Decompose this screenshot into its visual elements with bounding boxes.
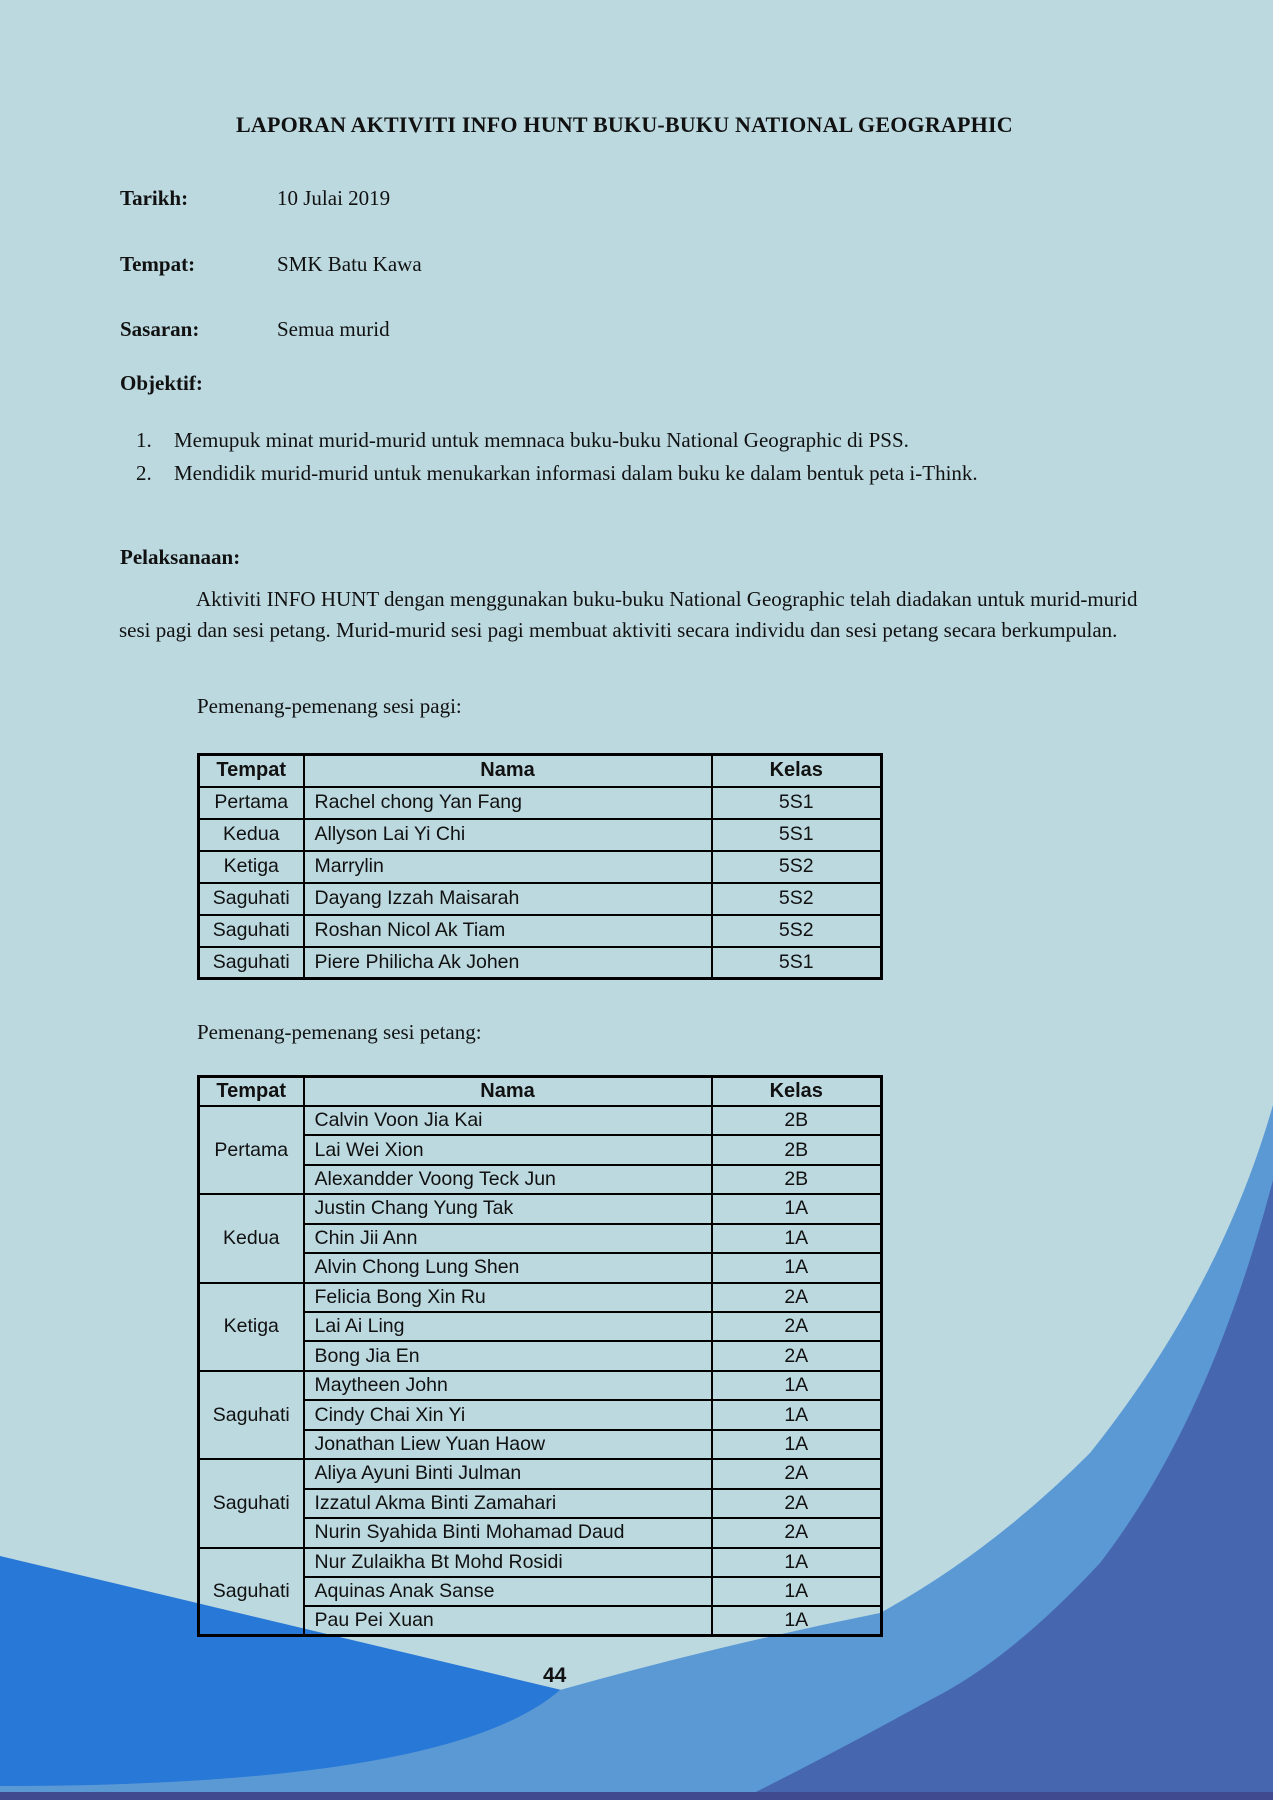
cell-nama: Alexandder Voong Teck Jun [304,1165,712,1194]
cell-kelas: 2A [712,1341,882,1370]
field-value-sasaran: Semua murid [277,317,390,341]
cell-kelas: 1A [712,1400,882,1429]
cell-tempat-group: Kedua [199,1194,304,1282]
objektif-heading: Objektif: [120,371,203,395]
header-kelas: Kelas [712,1077,882,1106]
table-row [199,851,882,883]
table-row [199,1106,882,1135]
cell-kelas: 1A [712,1194,882,1223]
cell-kelas: 2A [712,1518,882,1547]
cell-kelas: 2B [712,1106,882,1135]
header-nama: Nama [304,755,712,787]
cell-kelas: 5S2 [712,851,882,883]
page-title: LAPORAN AKTIVITI INFO HUNT BUKU-BUKU NATIONAL GEOGRAPHIC [236,112,1013,137]
cell-nama: Aliya Ayuni Binti Julman [304,1459,712,1488]
table-row [199,947,882,979]
cell-kelas: 5S2 [712,915,882,947]
cell-tempat: Pertama [199,787,304,819]
cell-nama: Allyson Lai Yi Chi [304,819,712,851]
cell-nama: Maytheen John [304,1371,712,1400]
table-header-row [199,1077,882,1106]
cell-nama: Marrylin [304,851,712,883]
field-label-tempat: Tempat: [120,252,196,276]
cell-nama: Lai Ai Ling [304,1312,712,1341]
field-value-tempat: SMK Batu Kawa [277,252,422,276]
cell-nama: Nur Zulaikha Bt Mohd Rosidi [304,1548,712,1577]
cell-nama: Chin Jii Ann [304,1224,712,1253]
cell-kelas: 1A [712,1606,882,1635]
cell-tempat: Saguhati [199,915,304,947]
table-row [199,819,882,851]
cell-tempat-group: Pertama [199,1106,304,1194]
objektif-item-2-number: 2. [136,461,152,485]
cell-kelas: 1A [712,1253,882,1282]
cell-tempat: Kedua [199,819,304,851]
objektif-item-1-text: Memupuk minat murid-murid untuk memnaca buku-buku National Geographic di PSS. [174,428,909,452]
table-header-row [199,755,882,787]
cell-kelas: 1A [712,1430,882,1459]
cell-nama: Pau Pei Xuan [304,1606,712,1635]
cell-kelas: 2A [712,1489,882,1518]
cell-kelas: 1A [712,1548,882,1577]
field-label-tarikh: Tarikh: [120,186,189,210]
header-kelas: Kelas [712,755,882,787]
cell-nama: Calvin Voon Jia Kai [304,1106,712,1135]
cell-nama: Justin Chang Yung Tak [304,1194,712,1223]
header-tempat: Tempat [199,1077,304,1106]
pelaksanaan-heading: Pelaksanaan: [120,545,241,569]
objektif-item-2-text: Mendidik murid-murid untuk menukarkan informasi dalam buku ke dalam bentuk peta i-Think. [174,461,978,485]
cell-nama: Bong Jia En [304,1341,712,1370]
cell-kelas: 2A [712,1459,882,1488]
page-number: 44 [543,1664,567,1687]
pelaksanaan-paragraph: Aktiviti INFO HUNT dengan menggunakan buku-buku National Geographic telah diadakan untuk murid-murid sesi pagi dan sesi petang. Murid-murid sesi pagi membuat aktiviti secara individu dan sesi petang secara berkumpulan. [119,587,1138,642]
table-row [199,1371,882,1400]
cell-tempat-group: Saguhati [199,1459,304,1547]
cell-tempat: Saguhati [199,947,304,979]
cell-kelas: 2A [712,1283,882,1312]
header-tempat: Tempat [199,755,304,787]
cell-kelas: 2B [712,1135,882,1164]
table-row [199,787,882,819]
cell-nama: Cindy Chai Xin Yi [304,1400,712,1429]
table-row [199,1548,882,1577]
cell-nama: Aquinas Anak Sanse [304,1577,712,1606]
cell-kelas: 1A [712,1371,882,1400]
cell-nama: Piere Philicha Ak Johen [304,947,712,979]
cell-nama: Izzatul Akma Binti Zamahari [304,1489,712,1518]
cell-tempat-group: Ketiga [199,1283,304,1371]
table-row [199,1283,882,1312]
field-value-tarikh: 10 Julai 2019 [277,186,391,210]
pagi-winners-table [197,753,883,980]
cell-tempat-group: Saguhati [199,1371,304,1459]
cell-nama: Lai Wei Xion [304,1135,712,1164]
cell-tempat: Saguhati [199,883,304,915]
cell-tempat-group: Saguhati [199,1548,304,1636]
cell-kelas: 5S1 [712,787,882,819]
cell-kelas: 5S1 [712,947,882,979]
petang-winners-table [197,1075,883,1637]
cell-kelas: 5S1 [712,819,882,851]
field-label-sasaran: Sasaran: [120,317,200,341]
petang-table-caption: Pemenang-pemenang sesi petang: [197,1020,482,1044]
cell-kelas: 2A [712,1312,882,1341]
objektif-item-1-number: 1. [136,428,152,452]
header-nama: Nama [304,1077,712,1106]
cell-nama: Rachel chong Yan Fang [304,787,712,819]
cell-nama: Alvin Chong Lung Shen [304,1253,712,1282]
cell-kelas: 1A [712,1224,882,1253]
table-row [199,1194,882,1223]
cell-tempat: Ketiga [199,851,304,883]
table-row [199,1459,882,1488]
pagi-table-caption: Pemenang-pemenang sesi pagi: [197,694,462,718]
cell-nama: Nurin Syahida Binti Mohamad Daud [304,1518,712,1547]
cell-kelas: 5S2 [712,883,882,915]
cell-kelas: 1A [712,1577,882,1606]
cell-nama: Jonathan Liew Yuan Haow [304,1430,712,1459]
table-row [199,883,882,915]
cell-nama: Roshan Nicol Ak Tiam [304,915,712,947]
cell-kelas: 2B [712,1165,882,1194]
cell-nama: Felicia Bong Xin Ru [304,1283,712,1312]
table-row [199,915,882,947]
cell-nama: Dayang Izzah Maisarah [304,883,712,915]
